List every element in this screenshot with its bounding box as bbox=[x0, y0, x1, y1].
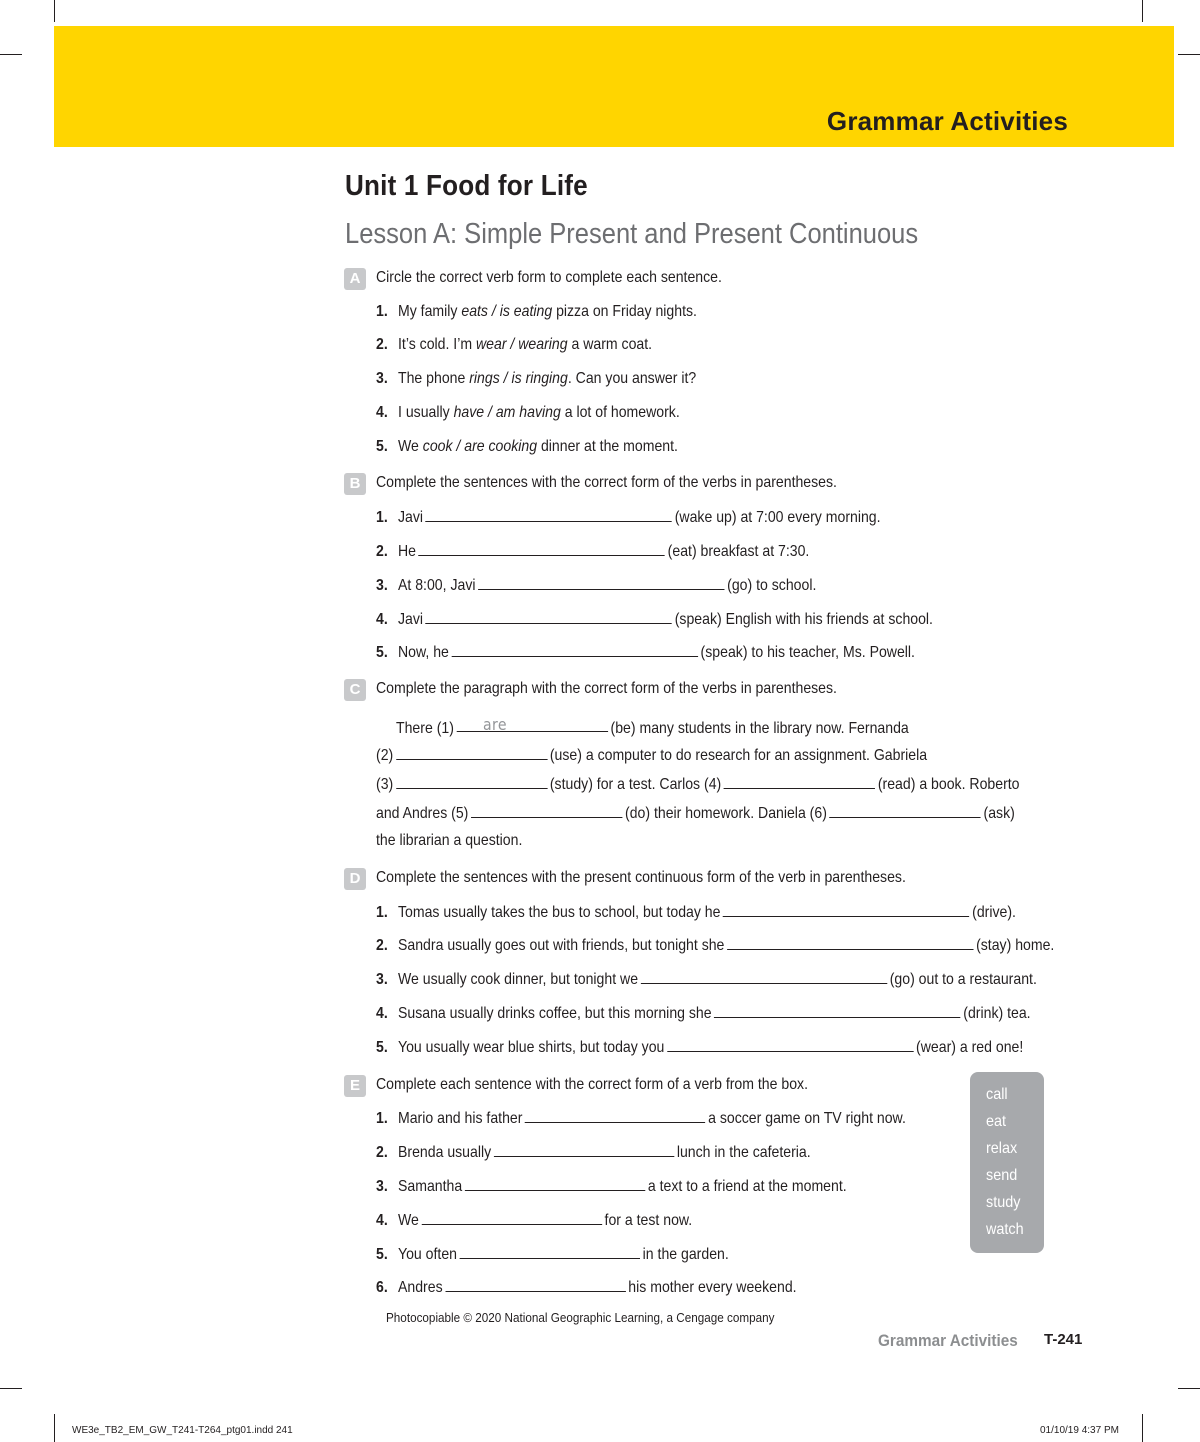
item-number: 5. bbox=[376, 1246, 388, 1263]
item-text: Javi bbox=[398, 509, 424, 526]
instruction-e: Complete each sentence with the correct form of a verb from the box. bbox=[376, 1076, 808, 1093]
item-text: (stay) home. bbox=[976, 937, 1055, 954]
item-text: You usually wear blue shirts, but today you bbox=[398, 1039, 665, 1056]
word-box-item: watch bbox=[986, 1221, 1024, 1238]
paragraph-line bbox=[396, 715, 909, 738]
item-text: a soccer game on TV right now. bbox=[708, 1110, 906, 1127]
answer-blank[interactable] bbox=[714, 1004, 960, 1018]
answer-blank[interactable] bbox=[727, 936, 973, 950]
item-number: 1. bbox=[376, 509, 388, 526]
item-number: 5. bbox=[376, 438, 388, 455]
paragraph-line: the librarian a question. bbox=[376, 832, 523, 849]
item-number: 3. bbox=[376, 370, 388, 387]
item-number: 3. bbox=[376, 971, 388, 988]
item-text: (drink) tea. bbox=[963, 1005, 1031, 1022]
crop-mark bbox=[1142, 1414, 1143, 1442]
item-text: Sandra usually goes out with friends, but tonight she bbox=[398, 937, 725, 954]
item-text: (speak) to his teacher, Ms. Powell. bbox=[700, 644, 915, 661]
answer-blank[interactable] bbox=[723, 903, 969, 917]
list-item bbox=[376, 1211, 692, 1230]
word-box-item: eat bbox=[986, 1113, 1007, 1130]
list-item bbox=[376, 404, 680, 422]
list-item bbox=[376, 1109, 906, 1128]
answer-blank[interactable] bbox=[426, 610, 672, 624]
item-number: 2. bbox=[376, 543, 388, 560]
item-text: Samantha bbox=[398, 1178, 463, 1195]
word-box-item: relax bbox=[986, 1140, 1018, 1157]
item-number: 3. bbox=[376, 577, 388, 594]
item-text: Brenda usually bbox=[398, 1144, 492, 1161]
paragraph-text: (do) their homework. Daniela (6) bbox=[624, 805, 827, 822]
answer-blank[interactable] bbox=[396, 775, 547, 789]
item-text: (speak) English with his friends at school. bbox=[674, 611, 933, 628]
paragraph-text: (ask) bbox=[983, 805, 1015, 822]
item-number: 6. bbox=[376, 1279, 388, 1296]
item-text: dinner at the moment. bbox=[537, 438, 678, 455]
item-text: pizza on Friday nights. bbox=[552, 303, 697, 320]
list-item bbox=[376, 1004, 1031, 1023]
answer-blank[interactable] bbox=[426, 508, 672, 522]
item-text: (eat) breakfast at 7:30. bbox=[667, 543, 810, 560]
item-text: (go) out to a restaurant. bbox=[889, 971, 1037, 988]
verb-options[interactable]: have / am having bbox=[453, 404, 561, 421]
section-letter-c: C bbox=[344, 679, 366, 701]
page-number: T-241 bbox=[1044, 1331, 1083, 1348]
item-number: 5. bbox=[376, 644, 388, 661]
paragraph-line bbox=[376, 775, 1020, 794]
file-slug: WE3e_TB2_EM_GW_T241-T264_ptg01.indd 241 bbox=[72, 1425, 293, 1436]
crop-mark bbox=[0, 1388, 22, 1389]
item-number: 4. bbox=[376, 1212, 388, 1229]
crop-mark bbox=[54, 0, 55, 22]
answer-blank[interactable] bbox=[445, 1278, 625, 1292]
answer-blank[interactable] bbox=[396, 746, 547, 760]
item-number: 2. bbox=[376, 1144, 388, 1161]
item-text: a text to a friend at the moment. bbox=[647, 1178, 847, 1195]
header-title: Grammar Activities bbox=[826, 106, 1068, 136]
item-text: a warm coat. bbox=[567, 336, 653, 353]
list-item bbox=[376, 1143, 811, 1162]
answer-blank[interactable] bbox=[641, 970, 887, 984]
item-text: (go) to school. bbox=[727, 577, 817, 594]
paragraph-text: (study) for a test. Carlos (4) bbox=[549, 776, 722, 793]
answer-blank[interactable] bbox=[471, 804, 622, 818]
list-item bbox=[376, 508, 881, 527]
item-text: Tomas usually takes the bus to school, but today he bbox=[398, 904, 721, 921]
paragraph-text: (2) bbox=[376, 747, 394, 764]
answer-blank[interactable] bbox=[460, 1245, 640, 1259]
crop-mark bbox=[0, 54, 22, 55]
example-answer: are bbox=[482, 715, 508, 734]
paragraph-line bbox=[376, 746, 927, 765]
paragraph-text: (read) a book. Roberto bbox=[877, 776, 1020, 793]
item-text: I usually bbox=[398, 404, 454, 421]
answer-blank[interactable] bbox=[724, 775, 875, 789]
list-item bbox=[376, 542, 809, 561]
item-text: (wake up) at 7:00 every morning. bbox=[674, 509, 881, 526]
list-item bbox=[376, 643, 915, 662]
paragraph-text: (be) many students in the library now. Fernanda bbox=[610, 720, 909, 737]
item-text: My family bbox=[398, 303, 462, 320]
item-text: He bbox=[398, 543, 416, 560]
instruction-a: Circle the correct verb form to complete each sentence. bbox=[376, 269, 722, 286]
list-item bbox=[376, 1038, 1023, 1057]
paragraph-text: and Andres (5) bbox=[376, 805, 469, 822]
list-item bbox=[376, 370, 696, 388]
list-item bbox=[376, 576, 816, 595]
list-item bbox=[376, 610, 933, 629]
answer-blank[interactable] bbox=[667, 1038, 913, 1052]
answer-blank[interactable] bbox=[494, 1143, 674, 1157]
instruction-d: Complete the sentences with the present continuous form of the verb in parentheses. bbox=[376, 869, 906, 886]
instruction-c: Complete the paragraph with the correct form of the verbs in parentheses. bbox=[376, 680, 837, 697]
item-text: Andres bbox=[398, 1279, 443, 1296]
answer-blank[interactable] bbox=[525, 1109, 705, 1123]
item-number: 2. bbox=[376, 937, 388, 954]
item-number: 4. bbox=[376, 1005, 388, 1022]
item-text: (wear) a red one! bbox=[916, 1039, 1024, 1056]
answer-blank[interactable] bbox=[830, 804, 981, 818]
date-slug: 01/10/19 4:37 PM bbox=[1040, 1425, 1119, 1436]
paragraph-text: There (1) bbox=[396, 720, 454, 737]
item-number: 1. bbox=[376, 303, 388, 320]
list-item bbox=[376, 903, 1016, 922]
verb-options[interactable]: eats / is eating bbox=[461, 303, 553, 320]
paragraph-line bbox=[376, 804, 1015, 823]
section-letter-a: A bbox=[344, 268, 366, 290]
list-item bbox=[376, 303, 697, 321]
list-item bbox=[376, 336, 652, 354]
word-box-item: call bbox=[986, 1086, 1008, 1103]
paragraph-text: (use) a computer to do research for an assignment. Gabriela bbox=[549, 747, 928, 764]
copyright-notice: Photocopiable © 2020 National Geographic Learning, a Cengage company bbox=[386, 1310, 775, 1325]
item-text: in the garden. bbox=[642, 1246, 729, 1263]
word-box-item: study bbox=[986, 1194, 1021, 1211]
item-text: Now, he bbox=[398, 644, 449, 661]
word-box bbox=[970, 1072, 1044, 1253]
answer-blank[interactable] bbox=[419, 542, 665, 556]
item-number: 4. bbox=[376, 611, 388, 628]
section-letter-d: D bbox=[344, 868, 366, 890]
list-item bbox=[376, 970, 1037, 989]
item-text: a lot of homework. bbox=[560, 404, 680, 421]
verb-options[interactable]: rings / is ringing bbox=[469, 370, 568, 387]
section-letter-e: E bbox=[344, 1075, 366, 1097]
answer-blank[interactable] bbox=[457, 715, 608, 734]
item-text: It’s cold. I’m bbox=[398, 336, 476, 353]
item-number: 1. bbox=[376, 904, 388, 921]
item-text: for a test now. bbox=[604, 1212, 693, 1229]
list-item bbox=[376, 1278, 797, 1297]
list-item bbox=[376, 936, 1054, 955]
crop-mark bbox=[1142, 0, 1143, 22]
unit-title: Unit 1 Food for Life bbox=[345, 170, 588, 202]
answer-blank[interactable] bbox=[465, 1177, 645, 1191]
item-number: 3. bbox=[376, 1178, 388, 1195]
item-text: You often bbox=[398, 1246, 457, 1263]
crop-mark bbox=[1178, 1388, 1200, 1389]
item-text: (drive). bbox=[972, 904, 1016, 921]
item-text: We bbox=[398, 438, 423, 455]
item-text: Susana usually drinks coffee, but this morning she bbox=[398, 1005, 712, 1022]
item-text: We bbox=[398, 1212, 419, 1229]
word-box-item: send bbox=[986, 1167, 1018, 1184]
item-number: 1. bbox=[376, 1110, 388, 1127]
paragraph-text: (3) bbox=[376, 776, 394, 793]
section-letter-b: B bbox=[344, 473, 366, 495]
item-text: Mario and his father bbox=[398, 1110, 523, 1127]
list-item bbox=[376, 1245, 729, 1264]
item-number: 4. bbox=[376, 404, 388, 421]
item-text: We usually cook dinner, but tonight we bbox=[398, 971, 639, 988]
verb-options[interactable]: wear / wearing bbox=[475, 336, 568, 353]
item-text: The phone bbox=[398, 370, 470, 387]
item-text: Javi bbox=[398, 611, 424, 628]
list-item bbox=[376, 438, 678, 456]
item-text: . Can you answer it? bbox=[567, 370, 697, 387]
item-number: 5. bbox=[376, 1039, 388, 1056]
crop-mark bbox=[1178, 54, 1200, 55]
answer-blank[interactable] bbox=[452, 643, 698, 657]
instruction-b: Complete the sentences with the correct form of the verbs in parentheses. bbox=[376, 474, 837, 491]
item-text: At 8:00, Javi bbox=[398, 577, 476, 594]
item-text: lunch in the cafeteria. bbox=[676, 1144, 811, 1161]
answer-blank[interactable] bbox=[422, 1211, 602, 1225]
verb-options[interactable]: cook / are cooking bbox=[422, 438, 538, 455]
lesson-title: Lesson A: Simple Present and Present Continuous bbox=[345, 218, 919, 250]
item-number: 2. bbox=[376, 336, 388, 353]
crop-mark bbox=[54, 1414, 55, 1442]
item-text: his mother every weekend. bbox=[628, 1279, 797, 1296]
footer-section-name: Grammar Activities bbox=[878, 1331, 1018, 1350]
list-item bbox=[376, 1177, 847, 1196]
answer-blank[interactable] bbox=[478, 576, 724, 590]
